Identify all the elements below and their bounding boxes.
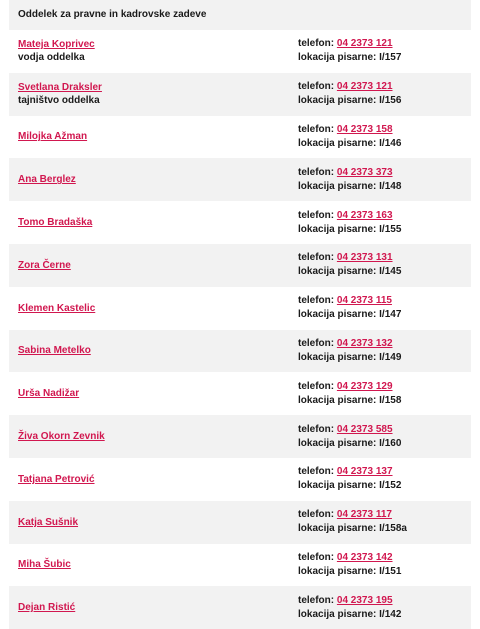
phone-link[interactable]: 04 2373 129 bbox=[336, 380, 393, 392]
phone-link[interactable]: 04 2373 373 bbox=[336, 166, 393, 178]
phone-line bbox=[298, 423, 471, 437]
staff-row bbox=[9, 287, 471, 330]
staff-identity bbox=[9, 303, 298, 314]
office-number: I/158a bbox=[379, 523, 407, 535]
office-number: I/155 bbox=[379, 223, 402, 235]
phone-link[interactable]: 04 2373 158 bbox=[336, 123, 393, 135]
staff-row bbox=[9, 458, 471, 501]
phone-label: telefon: bbox=[298, 594, 335, 606]
staff-contact bbox=[298, 294, 471, 322]
phone-line bbox=[298, 80, 471, 94]
phone-label: telefon: bbox=[298, 123, 335, 135]
staff-contact bbox=[298, 209, 471, 237]
phone-line bbox=[298, 337, 471, 351]
phone-link[interactable]: 04 2373 142 bbox=[336, 551, 393, 563]
office-line bbox=[298, 479, 471, 493]
staff-name-link[interactable]: Sabina Metelko bbox=[18, 345, 91, 357]
office-label: lokacija pisarne: bbox=[298, 223, 377, 235]
section-title: Oddelek za pravne in kadrovske zadeve bbox=[9, 0, 471, 30]
office-label: lokacija pisarne: bbox=[298, 309, 377, 321]
staff-name-link[interactable]: Ana Berglez bbox=[18, 174, 76, 186]
phone-label: telefon: bbox=[298, 509, 335, 521]
phone-label: telefon: bbox=[298, 81, 335, 93]
phone-line bbox=[298, 508, 471, 522]
office-number: I/149 bbox=[379, 351, 402, 363]
office-number: I/157 bbox=[379, 52, 402, 64]
phone-label: telefon: bbox=[298, 209, 335, 221]
office-label: lokacija pisarne: bbox=[298, 266, 377, 278]
phone-label: telefon: bbox=[298, 380, 335, 392]
staff-contact bbox=[298, 37, 471, 65]
phone-line bbox=[298, 294, 471, 308]
phone-label: telefon: bbox=[298, 295, 335, 307]
office-label: lokacija pisarne: bbox=[298, 437, 377, 449]
staff-contact bbox=[298, 166, 471, 194]
phone-label: telefon: bbox=[298, 252, 335, 264]
phone-line bbox=[298, 594, 471, 608]
office-line bbox=[298, 608, 471, 622]
staff-contact bbox=[298, 380, 471, 408]
office-label: lokacija pisarne: bbox=[298, 608, 377, 620]
staff-name-link[interactable]: Klemen Kastelic bbox=[18, 302, 96, 314]
office-label: lokacija pisarne: bbox=[298, 95, 377, 107]
office-line bbox=[298, 223, 471, 237]
phone-line bbox=[298, 209, 471, 223]
office-line bbox=[298, 394, 471, 408]
staff-list bbox=[9, 30, 471, 629]
staff-identity bbox=[9, 345, 298, 356]
office-line bbox=[298, 265, 471, 279]
phone-link[interactable]: 04 2373 195 bbox=[336, 594, 393, 606]
office-line bbox=[298, 351, 471, 365]
phone-line bbox=[298, 166, 471, 180]
office-label: lokacija pisarne: bbox=[298, 180, 377, 192]
phone-line bbox=[298, 465, 471, 479]
phone-line bbox=[298, 551, 471, 565]
office-label: lokacija pisarne: bbox=[298, 52, 377, 64]
staff-contact bbox=[298, 594, 471, 622]
staff-name-link[interactable]: Živa Okorn Zevnik bbox=[18, 431, 105, 443]
phone-link[interactable]: 04 2373 121 bbox=[336, 38, 393, 50]
staff-row bbox=[9, 201, 471, 244]
staff-name-link[interactable]: Milojka Ažman bbox=[18, 131, 88, 143]
office-number: I/142 bbox=[379, 608, 402, 620]
office-number: I/152 bbox=[379, 480, 402, 492]
phone-line bbox=[298, 251, 471, 265]
staff-contact bbox=[298, 465, 471, 493]
phone-link[interactable]: 04 2373 163 bbox=[336, 209, 393, 221]
staff-name-link[interactable]: Tatjana Petrović bbox=[18, 473, 95, 485]
staff-identity bbox=[9, 82, 298, 106]
staff-contact bbox=[298, 508, 471, 536]
staff-row bbox=[9, 372, 471, 415]
staff-name-link[interactable]: Mateja Koprivec bbox=[18, 39, 95, 51]
staff-name-link[interactable]: Urša Nadižar bbox=[18, 388, 80, 400]
staff-identity bbox=[9, 217, 298, 228]
staff-contact bbox=[298, 423, 471, 451]
staff-identity bbox=[9, 260, 298, 271]
staff-row bbox=[9, 501, 471, 544]
office-label: lokacija pisarne: bbox=[298, 480, 377, 492]
phone-line bbox=[298, 37, 471, 51]
phone-link[interactable]: 04 2373 137 bbox=[336, 466, 393, 478]
staff-contact bbox=[298, 251, 471, 279]
phone-line bbox=[298, 123, 471, 137]
staff-row bbox=[9, 544, 471, 587]
office-label: lokacija pisarne: bbox=[298, 565, 377, 577]
staff-name-link[interactable]: Zora Černe bbox=[18, 259, 71, 271]
office-line bbox=[298, 437, 471, 451]
staff-row bbox=[9, 73, 471, 116]
staff-row bbox=[9, 158, 471, 201]
office-number: I/147 bbox=[379, 309, 402, 321]
phone-link[interactable]: 04 2373 585 bbox=[336, 423, 393, 435]
office-line bbox=[298, 180, 471, 194]
office-label: lokacija pisarne: bbox=[298, 394, 377, 406]
office-line bbox=[298, 308, 471, 322]
office-label: lokacija pisarne: bbox=[298, 351, 377, 363]
office-label: lokacija pisarne: bbox=[298, 137, 377, 149]
staff-identity bbox=[9, 174, 298, 185]
phone-label: telefon: bbox=[298, 466, 335, 478]
phone-label: telefon: bbox=[298, 337, 335, 349]
staff-contact bbox=[298, 80, 471, 108]
staff-identity bbox=[9, 431, 298, 442]
office-number: I/148 bbox=[379, 180, 402, 192]
office-number: I/145 bbox=[379, 266, 402, 278]
office-line bbox=[298, 565, 471, 579]
office-line bbox=[298, 522, 471, 536]
phone-label: telefon: bbox=[298, 423, 335, 435]
staff-identity bbox=[9, 559, 298, 570]
phone-link[interactable]: 04 2373 117 bbox=[336, 509, 392, 521]
staff-name-link[interactable]: Dejan Ristić bbox=[18, 602, 76, 614]
office-number: I/151 bbox=[379, 565, 402, 577]
office-number: I/160 bbox=[379, 437, 402, 449]
phone-label: telefon: bbox=[298, 166, 335, 178]
staff-name-link[interactable]: Miha Šubic bbox=[18, 559, 71, 571]
staff-identity bbox=[9, 39, 298, 63]
staff-directory bbox=[9, 0, 471, 629]
staff-row bbox=[9, 586, 471, 629]
staff-contact bbox=[298, 123, 471, 151]
staff-contact bbox=[298, 551, 471, 579]
phone-label: telefon: bbox=[298, 551, 335, 563]
staff-row bbox=[9, 415, 471, 458]
phone-label: telefon: bbox=[298, 38, 335, 50]
office-number: I/156 bbox=[379, 95, 402, 107]
staff-row bbox=[9, 244, 471, 287]
staff-identity bbox=[9, 131, 298, 142]
office-number: I/146 bbox=[379, 137, 402, 149]
office-label: lokacija pisarne: bbox=[298, 523, 377, 535]
phone-link[interactable]: 04 2373 132 bbox=[336, 337, 393, 349]
phone-link[interactable]: 04 2373 131 bbox=[336, 252, 393, 264]
office-line bbox=[298, 94, 471, 108]
office-number: I/158 bbox=[379, 394, 402, 406]
staff-row bbox=[9, 330, 471, 373]
phone-link[interactable]: 04 2373 115 bbox=[336, 295, 392, 307]
staff-name-link[interactable]: Tomo Bradaška bbox=[18, 217, 93, 229]
staff-identity bbox=[9, 388, 298, 399]
staff-role: vodja oddelka bbox=[18, 52, 85, 64]
staff-name-link[interactable]: Svetlana Draksler bbox=[18, 82, 102, 94]
staff-identity bbox=[9, 474, 298, 485]
staff-role: tajništvo oddelka bbox=[18, 95, 100, 107]
office-line bbox=[298, 137, 471, 151]
staff-contact bbox=[298, 337, 471, 365]
phone-line bbox=[298, 380, 471, 394]
staff-row bbox=[9, 116, 471, 159]
staff-identity bbox=[9, 517, 298, 528]
staff-row bbox=[9, 30, 471, 73]
office-line bbox=[298, 51, 471, 65]
staff-name-link[interactable]: Katja Sušnik bbox=[18, 516, 79, 528]
phone-link[interactable]: 04 2373 121 bbox=[336, 81, 393, 93]
